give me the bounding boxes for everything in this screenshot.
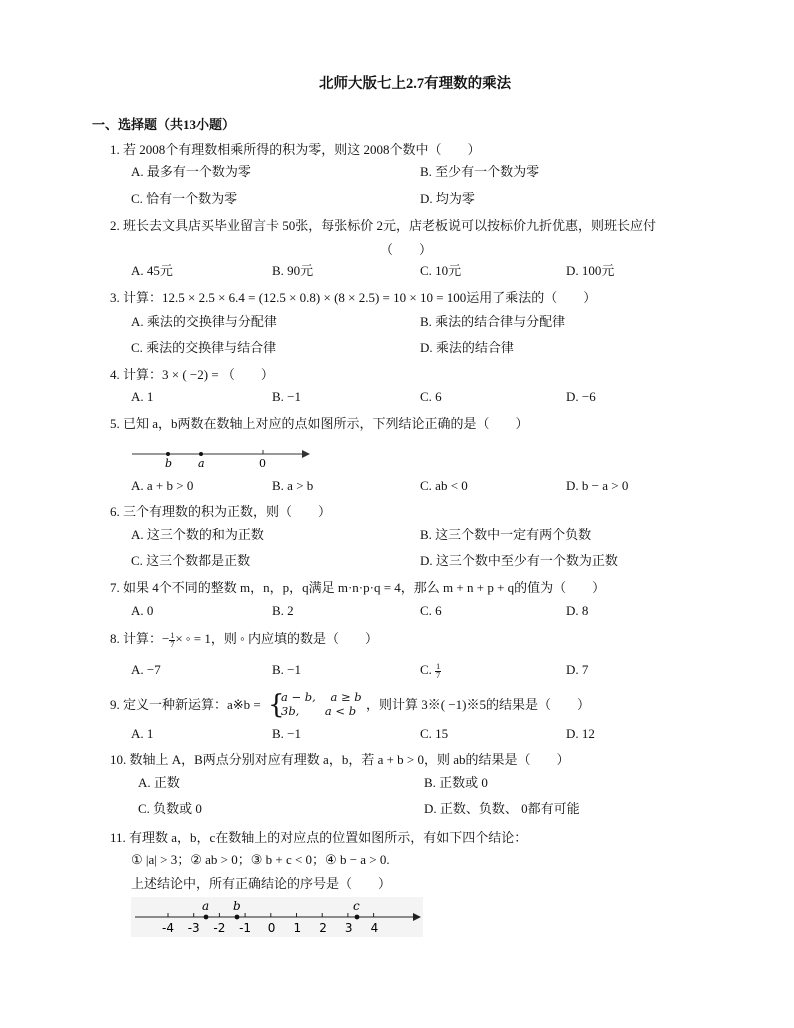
q1-option-d[interactable]: D. 均为零 [420,191,475,206]
question-2-stem: 2. 班长去文具店买毕业留言卡 50张，每张标价 2元，店老板说可以按标价九折优惠，则班长应付 [110,218,657,233]
question-2-bracket: （ ） [380,242,433,257]
q11-label-c: c [353,899,360,913]
q11-tick-label-3: 3 [344,921,353,935]
q11-tick-label-0: 0 [267,921,276,935]
q5-option-d[interactable]: D. b − a > 0 [566,478,629,493]
question-4-stem: 4. 计算：3 × ( −2) = （ ） [110,367,274,382]
q11-point-b [235,915,240,920]
q4-option-b[interactable]: B. −1 [272,389,302,404]
q7-option-a[interactable]: A. 0 [131,603,154,618]
q8-option-c[interactable] [420,662,441,680]
q8-fraction: $\frac{1}{7}$ [170,630,175,649]
q11-tick-label-2: 2 [319,921,327,935]
q6-option-c[interactable]: C. 这三个数都是正数 [131,553,251,568]
section-heading: 一、选择题（共13小题） [92,117,236,132]
q9-option-b[interactable]: B. −1 [272,726,302,741]
q11-number-line [131,897,423,937]
q5-label-b: b [165,457,173,470]
question-9-stem-part-b: ，则计算 3※( −1)※5的结果是（ ） [366,697,590,712]
q10-option-a[interactable]: A. 正数 [138,775,180,790]
q6-option-d[interactable]: D. 这三个数中至少有一个数为正数 [420,553,618,568]
q11-tick-label-4: 4 [370,921,379,935]
q11-tick-label-1: 1 [293,921,302,935]
q11-tick-label--2: -2 [213,921,226,935]
question-1-stem: 1. 若 2008个有理数相乘所得的积为零，则这 2008个数中（ ） [110,142,481,157]
q3-option-a[interactable]: A. 乘法的交换律与分配律 [131,314,277,329]
q3-option-c[interactable]: C. 乘法的交换律与结合律 [131,340,277,355]
q5-label-0: 0 [259,457,266,470]
q2-option-b[interactable]: B. 90元 [272,263,314,278]
q11-tick-label--4: -4 [162,921,174,935]
q5-option-c[interactable]: C. ab < 0 [420,478,468,493]
question-9-stem-part-a: 9. 定义一种新运算：a※b = [110,697,261,712]
q1-option-c[interactable]: C. 恰有一个数为零 [131,191,238,206]
q9-brace: { [268,690,285,720]
q5-option-b[interactable]: B. a > b [272,478,314,493]
question-10-stem: 10. 数轴上 A，B两点分别对应有理数 a，b，若 a + b > 0，则 ab的结果是（ ） [110,752,570,767]
q5-label-a: a [198,457,205,470]
q11-tick-label--3: -3 [187,921,200,935]
question-6-stem: 6. 三个有理数的积为正数，则（ ） [110,504,332,519]
q10-option-d[interactable]: D. 正数、负数、 0都有可能 [424,801,580,816]
q4-option-d[interactable]: D. −6 [566,389,596,404]
q8-option-a[interactable]: A. −7 [131,662,161,677]
q9-option-a[interactable]: A. 1 [131,726,154,741]
question-11-prompt: 上述结论中，所有正确结论的序号是（ ） [131,876,392,891]
q8-option-c-fraction: $\frac{1}{7}$ [436,661,441,680]
q6-option-b[interactable]: B. 这三个数中一定有两个负数 [420,527,592,542]
question-3-stem: 3. 计算：12.5 × 2.5 × 6.4 = (12.5 × 0.8) × (8 × 2.5) = 10 × 10 = 100运用了乘法的（ ） [110,290,597,305]
q9-option-c[interactable]: C. 15 [420,726,449,741]
q5-point-b [166,452,170,456]
q7-option-b[interactable]: B. 2 [272,603,294,618]
q9-case-1: a − b, a ≥ b [281,690,362,704]
q1-option-b[interactable]: B. 至少有一个数为零 [420,164,540,179]
q7-option-c[interactable]: C. 6 [420,603,442,618]
question-5-stem: 5. 已知 a，b两数在数轴上对应的点如图所示，下列结论正确的是（ ） [110,416,529,431]
q5-option-a[interactable]: A. a + b > 0 [131,478,194,493]
question-8-stem [110,631,378,649]
q5-point-a [199,452,203,456]
q2-option-d[interactable]: D. 100元 [566,263,615,278]
q11-label-b: b [233,899,241,913]
q3-option-d[interactable]: D. 乘法的结合律 [420,340,514,355]
q11-label-a: a [202,899,210,913]
q8-stem-part-a: 8. 计算：− [110,631,170,646]
q8-option-b[interactable]: B. −1 [272,662,302,677]
q5-number-line [128,444,313,472]
q8-option-c-label: C. [420,662,432,677]
q11-point-a [204,915,209,920]
q10-option-c[interactable]: C. 负数或 0 [138,801,202,816]
q11-tick-label--1: -1 [239,921,252,935]
page-title: 北师大版七上2.7有理数的乘法 [319,76,512,92]
q4-option-a[interactable]: A. 1 [131,389,154,404]
q8-option-d[interactable]: D. 7 [566,662,589,677]
q9-case-2: 3b, a < b [281,704,357,718]
q9-option-d[interactable]: D. 12 [566,726,595,741]
q10-option-b[interactable]: B. 正数或 0 [424,775,488,790]
question-11-stem: 11. 有理数 a，b，c在数轴上的对应点的位置如图所示，有如下四个结论： [110,830,528,845]
q2-option-a[interactable]: A. 45元 [131,263,173,278]
question-7-stem: 7. 如果 4个不同的整数 m，n，p，q满足 m·n·p·q = 4，那么 m + n + p + q的值为（ ） [110,580,606,595]
q4-option-c[interactable]: C. 6 [420,389,442,404]
q11-point-c [355,915,360,920]
q6-option-a[interactable]: A. 这三个数的和为正数 [131,527,264,542]
question-11-conclusions: ① |a| > 3；② ab > 0；③ b + c < 0；④ b − a > 0. [131,852,390,867]
q1-option-a[interactable]: A. 最多有一个数为零 [131,164,251,179]
q2-option-c[interactable]: C. 10元 [420,263,462,278]
q8-stem-part-b: × ◦ = 1，则 ◦ 内应填的数是（ ） [175,631,378,646]
q3-option-b[interactable]: B. 乘法的结合律与分配律 [420,314,566,329]
q7-option-d[interactable]: D. 8 [566,603,589,618]
